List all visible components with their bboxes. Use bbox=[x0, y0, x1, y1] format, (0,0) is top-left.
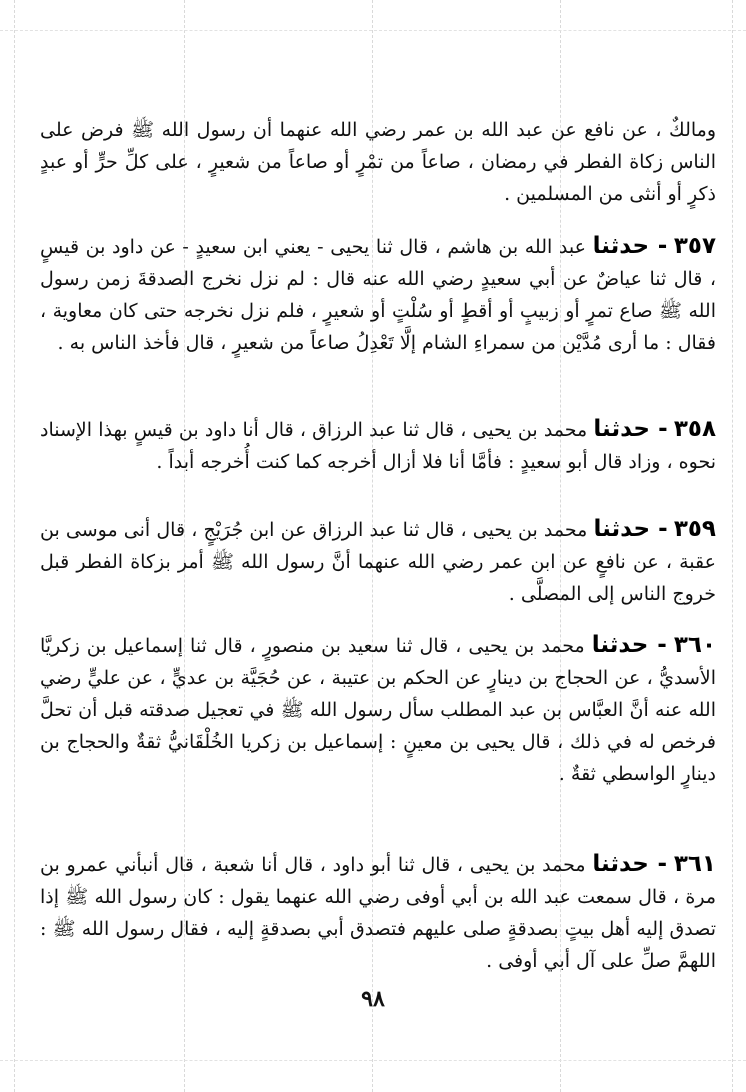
hadith-label: حدثنا bbox=[593, 416, 650, 442]
scan-artifact-line bbox=[0, 1060, 746, 1061]
hadith-text: محمد بن يحيى ، قال ثنا سعيد بن منصورٍ ، قال ثنا إسماعيل بن زكريَّا الأسديُّ ، عن الحجاج بن دينارٍ عن الحكم بن عتيبة ، عن حُجَيَّة بن عديٍّ ، عن عليٍّ رضي الله عنه أنَّ العبَّاس بن عبد المطلب سأل رسول الله ﷺ في تعجيل صدقته قبل أن تحلَّ فرخص له في ذلك ، قال يحيى بن معينٍ : إسماعيل بن زكريا الخُلْقَانيُّ ثقةٌ والحجاج بن دينارٍ الواسطي ثقةٌ . bbox=[40, 635, 716, 785]
hadith-text: محمد بن يحيى ، قال ثنا أبو داود ، قال أنا شعبة ، قال أنبأني عمرو بن مرة ، قال سمعت عبد الله بن أبي أوفى رضي الله عنهما يقول : كان رسول الله ﷺ إذا تصدق إليه أهل بيتٍ بصدقةٍ صلى عليهم فتصدق أبي بصدقةٍ إليه ، فقال رسول الله ﷺ : اللهمَّ صلِّ على آل أبي أوفى . bbox=[40, 854, 716, 972]
hadith-number: ٣٦١ bbox=[673, 851, 716, 877]
scan-artifact-line bbox=[732, 0, 733, 1092]
hadith-360: ٣٦٠ - حدثنا محمد بن يحيى ، قال ثنا سعيد بن منصورٍ ، قال ثنا إسماعيل بن زكريَّا الأسديُّ ، عن الحجاج بن دينارٍ عن الحكم بن عتيبة ، عن حُجَيَّة بن عديٍّ ، عن عليٍّ رضي الله عنه أنَّ العبَّاس بن عبد المطلب سأل رسول الله ﷺ في تعجيل صدقته قبل أن تحلَّ فرخص له في ذلك ، قال يحيى بن معينٍ : إسماعيل بن زكريا الخُلْقَانيُّ ثقةٌ والحجاج بن دينارٍ الواسطي ثقةٌ . bbox=[40, 632, 716, 785]
intro-text: ومالكٌ ، عن نافع عن عبد الله بن عمر رضي الله عنهما أن رسول الله ﷺ فرض على الناس زكاة الفطر في رمضان ، صاعاً من تمْرٍ أو صاعاً من شعيرٍ ، على كلِّ حرٍّ أو عبدٍ ذكرٍ أو أنثى من المسلمين . bbox=[40, 119, 716, 205]
intro-paragraph bbox=[40, 114, 716, 210]
hadith-number: ٣٥٩ bbox=[673, 516, 716, 542]
hadith-359: ٣٥٩ - حدثنا محمد بن يحيى ، قال ثنا عبد الرزاق عن ابن جُرَيْجٍ ، قال أنى موسى بن عقبة ، عن نافعٍ عن ابن عمر رضي الله عنهما أنَّ رسول الله ﷺ أمر بزكاة الفطر قبل خروج الناس إلى المصلَّى . bbox=[40, 516, 716, 605]
hadith-number: ٣٦٠ bbox=[673, 632, 716, 658]
hadith-label: حدثنا bbox=[592, 851, 649, 877]
hadith-357: ٣٥٧ - حدثنا عبد الله بن هاشم ، قال ثنا يحيى - يعني ابن سعيدٍ - عن داود بن قيسٍ ، قال ثنا عياضٌ عن أبي سعيدٍ رضي الله عنه قال : لم نزل نخرج الصدقةَ زمن رسول الله ﷺ صاع تمرٍ أو زبيبٍ أو أقطٍ أو سُلْتٍ أو شعيرٍ ، فلم نزل نخرجه حتى كان معاوية ، فقال : ما أرى مُدَّيْن من سمراءِ الشام إلَّا تَعْدِلُ صاعاً من شعيرٍ ، قال فأخذ الناس به . bbox=[40, 233, 716, 354]
hadith-text: محمد بن يحيى ، قال ثنا عبد الرزاق عن ابن جُرَيْجٍ ، قال أنى موسى بن عقبة ، عن نافعٍ عن ابن عمر رضي الله عنهما أنَّ رسول الله ﷺ أمر بزكاة الفطر قبل خروج الناس إلى المصلَّى . bbox=[40, 519, 716, 605]
scan-artifact-line bbox=[0, 30, 746, 31]
hadith-text: عبد الله بن هاشم ، قال ثنا يحيى - يعني ابن سعيدٍ - عن داود بن قيسٍ ، قال ثنا عياضٌ عن أبي سعيدٍ رضي الله عنه قال : لم نزل نخرج الصدقةَ زمن رسول الله ﷺ صاع تمرٍ أو زبيبٍ أو أقطٍ أو سُلْتٍ أو شعيرٍ ، فلم نزل نخرجه حتى كان معاوية ، فقال : ما أرى مُدَّيْن من سمراءِ الشام إلَّا تَعْدِلُ صاعاً من شعيرٍ ، قال فأخذ الناس به . bbox=[40, 236, 716, 354]
hadith-label: حدثنا bbox=[593, 516, 651, 542]
scan-artifact-line bbox=[14, 0, 15, 1092]
hadith-number: ٣٥٨ bbox=[673, 416, 716, 442]
hadith-label: حدثنا bbox=[591, 632, 649, 658]
hadith-361: ٣٦١ - حدثنا محمد بن يحيى ، قال ثنا أبو داود ، قال أنا شعبة ، قال أنبأني عمرو بن مرة ، قال سمعت عبد الله بن أبي أوفى رضي الله عنهما يقول : كان رسول الله ﷺ إذا تصدق إليه أهل بيتٍ بصدقةٍ صلى عليهم فتصدق أبي بصدقةٍ إليه ، فقال رسول الله ﷺ : اللهمَّ صلِّ على آل أبي أوفى . bbox=[40, 851, 716, 972]
hadith-label: حدثنا bbox=[592, 233, 650, 259]
page-number: ٩٨ bbox=[361, 986, 385, 1012]
hadith-text: محمد بن يحيى ، قال ثنا عبد الرزاق ، قال أنا داود بن قيسٍ بهذا الإسناد نحوه ، وزاد قال أبو سعيدٍ : فأمَّا أنا فلا أزال أخرجه كما كنت أُخرجه أبداً . bbox=[40, 419, 716, 473]
hadith-358: ٣٥٨ - حدثنا محمد بن يحيى ، قال ثنا عبد الرزاق ، قال أنا داود بن قيسٍ بهذا الإسناد نحوه ، وزاد قال أبو سعيدٍ : فأمَّا أنا فلا أزال أخرجه كما كنت أُخرجه أبداً . bbox=[40, 416, 716, 473]
hadith-number: ٣٥٧ bbox=[673, 233, 716, 259]
